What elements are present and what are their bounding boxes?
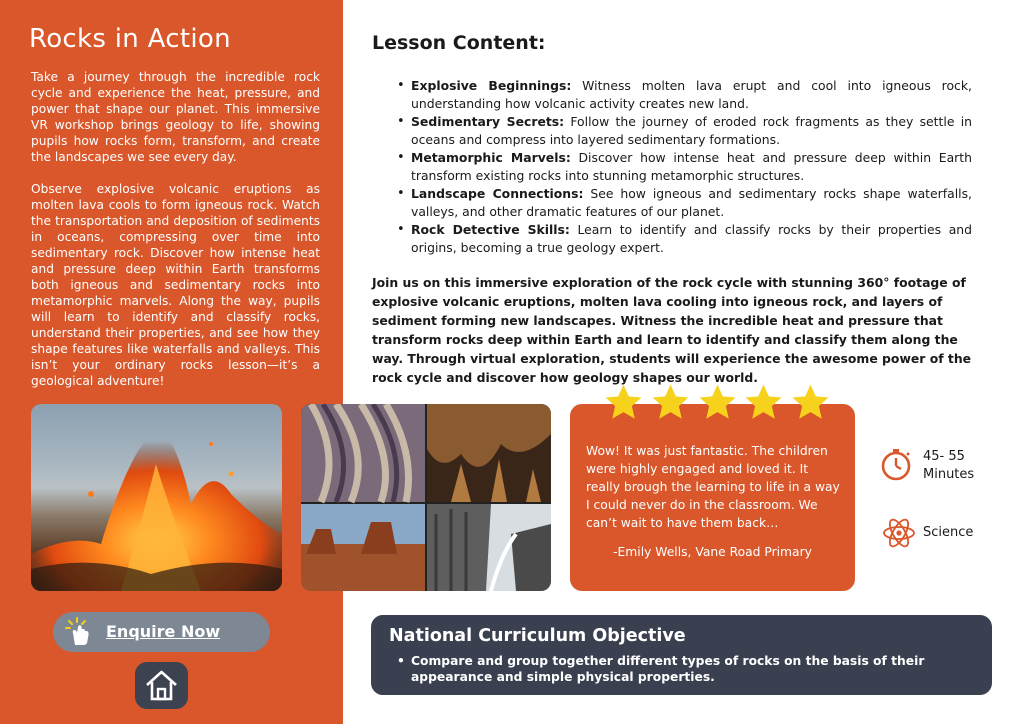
page-title: Rocks in Action: [29, 24, 231, 54]
list-item-text: Witness molten lava erupt and cool into igneous rock, understanding how volcanic activity creates new land.: [411, 78, 972, 111]
star-icon: [603, 382, 644, 423]
star-icon: [743, 382, 784, 423]
star-rating: [603, 382, 831, 426]
list-item-heading: Rock Detective Skills:: [411, 222, 570, 237]
list-item: [396, 149, 972, 185]
curriculum-title: National Curriculum Objective: [389, 626, 686, 646]
list-item-text: Learn to identify and classify rocks by their properties and origins, becoming a true geology expert.: [411, 222, 973, 255]
curriculum-text: • Compare and group together different types of rocks on the basis of their appearance and simple physical properties.: [397, 653, 987, 685]
stopwatch-icon: [879, 447, 913, 481]
list-item-heading: Sedimentary Secrets:: [411, 114, 565, 129]
home-icon: [144, 668, 179, 703]
list-item: [396, 77, 972, 113]
list-item-text: Follow the journey of eroded rock fragments as they settle in oceans and compress into layered sedimentary formations.: [411, 114, 972, 147]
enquire-now-label: Enquire Now: [106, 622, 221, 641]
list-item-text: See how igneous and sedimentary rocks shape waterfalls, valleys, and other dramatic features of our planet.: [411, 186, 972, 219]
lesson-content-list: [396, 77, 972, 257]
intro-paragraph: Take a journey through the incredible rock cycle and experience the heat, pressure, and power that shape our planet. This immersive VR workshop brings geology to life, showing pupils how rocks form, transform, and create the landscapes we see every day.: [31, 70, 320, 164]
subject-label: Science: [923, 525, 974, 540]
list-item-heading: Metamorphic Marvels:: [411, 150, 571, 165]
list-item: [396, 113, 972, 149]
star-icon: [650, 382, 691, 423]
volcano-eruption-image: [31, 404, 282, 591]
list-item: [396, 221, 972, 257]
star-icon: [790, 382, 831, 423]
list-item-text: Discover how intense heat and pressure deep within Earth transform existing rocks into stunning metamorphic structures.: [411, 150, 972, 183]
testimonial-author: -Emily Wells, Vane Road Primary: [613, 545, 812, 559]
rock-collage-image: [301, 404, 551, 591]
testimonial-quote: Wow! It was just fantastic. The children were highly engaged and loved it. It really brough the learning to life in a way I could never do in the classroom. We can’t wait to have them back…: [586, 444, 840, 530]
tap-hand-icon: [63, 617, 95, 647]
lesson-summary: Join us on this immersive exploration of the rock cycle with stunning 360° footage of explosive volcanic eruptions, molten lava cooling into igneous rock, and layers of sediment forming new landscapes. Witness the incredible heat and pressure that transform rocks deep within Earth and learn to identify and classify them along the way. Through virtual exploration, students will experience the awesome power of the rock cycle and discover how geology shapes our world.: [372, 275, 972, 385]
curriculum-objective-panel: [371, 615, 992, 695]
star-icon: [697, 382, 738, 423]
home-button[interactable]: [135, 662, 188, 709]
enquire-now-button[interactable]: [53, 612, 270, 652]
duration-label: 45- 55 Minutes: [923, 449, 975, 482]
list-item: [396, 185, 972, 221]
list-item-heading: Explosive Beginnings:: [411, 78, 572, 93]
list-item-heading: Landscape Connections:: [411, 186, 584, 201]
atom-icon: [882, 516, 916, 550]
description-paragraph: Observe explosive volcanic eruptions as molten lava cools to form igneous rock. Watch the transportation and deposition of sediments in oceans, compressing over time into sedimentary rock. Discover how intense heat and pressure deep within Earth transforms both igneous and sedimentary rocks into metamorphic marvels. Along the way, pupils will learn to identify and classify rocks, understand their properties, and see how they shape features like waterfalls and valleys. This isn’t your ordinary rocks lesson—it’s a geological adventure!: [31, 182, 320, 388]
lesson-content-heading: Lesson Content:: [372, 32, 546, 54]
